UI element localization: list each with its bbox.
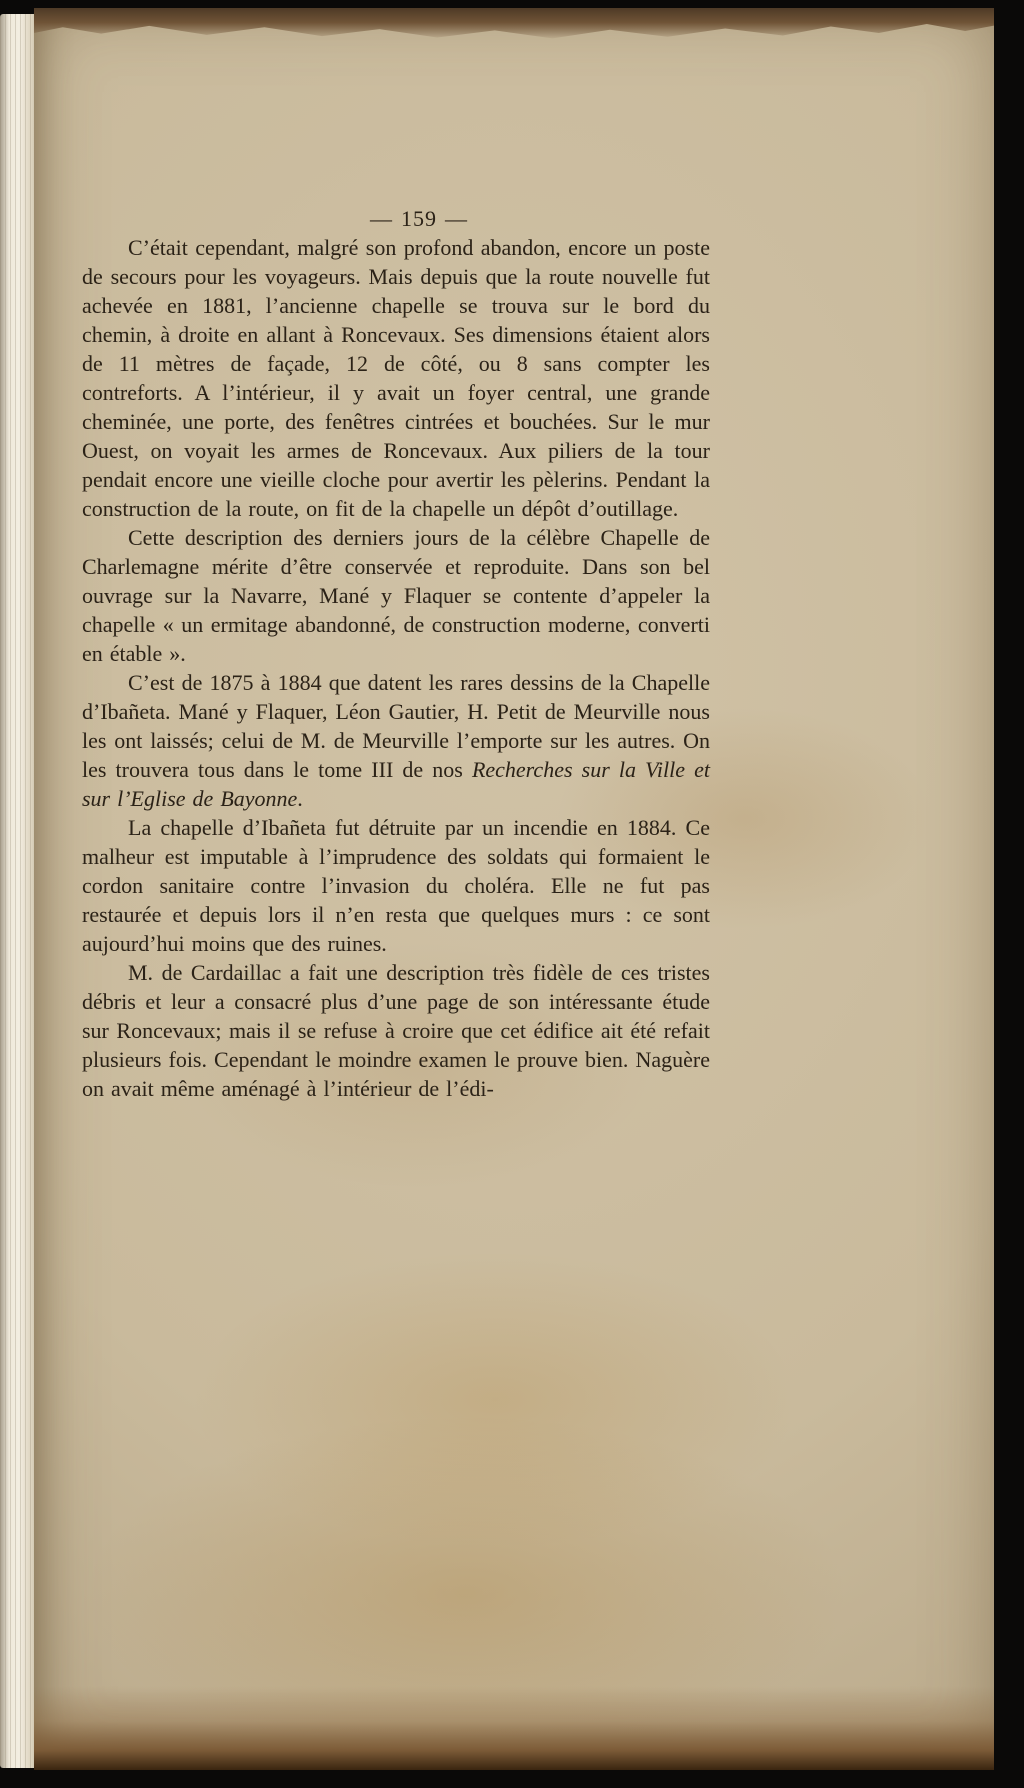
paragraph-text: C’est de 1875 à 1884 que datent les rares dessins de la Chapelle d’Ibañeta. Mané y Flaquer, Léon Gautier, H. Petit de Meurville nous les ont laissés; celui de M. de Meurville l’emporte sur les autres. On les trouvera tous dans le tome III de nos bbox=[82, 670, 710, 782]
paragraph-text: Cette description des derniers jours de la célèbre Chapelle de Charlemagne mérite d’être conservée et reproduite. Dans son bel ouvrage sur la Navarre, Mané y Flaquer se contente d’appeler la chapelle « un ermitage abandonné, de construction moderne, converti en étable ». bbox=[82, 525, 710, 666]
italic-book-title: Recherches sur la Ville et sur l’Eglise de Bayonne bbox=[82, 757, 711, 811]
paragraph bbox=[82, 523, 710, 668]
page-number: — 159 — bbox=[370, 206, 468, 231]
paragraph-text: La chapelle d’Ibañeta fut détruite par un incendie en 1884. Ce malheur est imputable à l’imprudence des soldats qui formaient le cordon sanitaire contre l’invasion du choléra. Elle ne fut pas restaurée et depuis lors il n’en resta que quelques murs : ce sont aujourd’hui moins que des ruines. bbox=[82, 815, 710, 956]
book-page bbox=[34, 8, 994, 1770]
paragraph bbox=[82, 668, 710, 813]
paragraph bbox=[82, 813, 710, 958]
paragraph-text: . bbox=[297, 786, 303, 811]
paragraph-text: M. de Cardaillac a fait une description très fidèle de ces tristes débris et leur a consacré plus d’une page de son intéressante étude sur Roncevaux; mais il se refuse à croire que cet édifice ait été refait plusieurs fois. Cependant le moindre examen le prouve bien. Naguère on avait même aménagé à l’intérieur de l’édi- bbox=[82, 960, 710, 1101]
paragraph-text: C’était cependant, malgré son profond abandon, encore un poste de secours pour les voyageurs. Mais depuis que la route nouvelle fut achevée en 1881, l’ancienne chapelle se trouva sur le bord du chemin, à droite en allant à Roncevaux. Ses dimensions étaient alors de 11 mètres de façade, 12 de côté, ou 8 sans compter les contreforts. A l’intérieur, il y avait un foyer central, une grande cheminée, une porte, des fenêtres cintrées et bouchées. Sur le mur Ouest, on voyait les armes de Roncevaux. Aux piliers de la tour pendait encore une vieille cloche pour avertir les pèlerins. Pendant la construction de la route, on fit de la chapelle un dépôt d’outillage. bbox=[82, 235, 710, 521]
bottom-page-edge bbox=[34, 1686, 994, 1770]
paragraph bbox=[82, 233, 710, 523]
paragraph bbox=[82, 958, 710, 1103]
torn-top-edge bbox=[34, 8, 994, 40]
page-text bbox=[82, 204, 710, 1103]
